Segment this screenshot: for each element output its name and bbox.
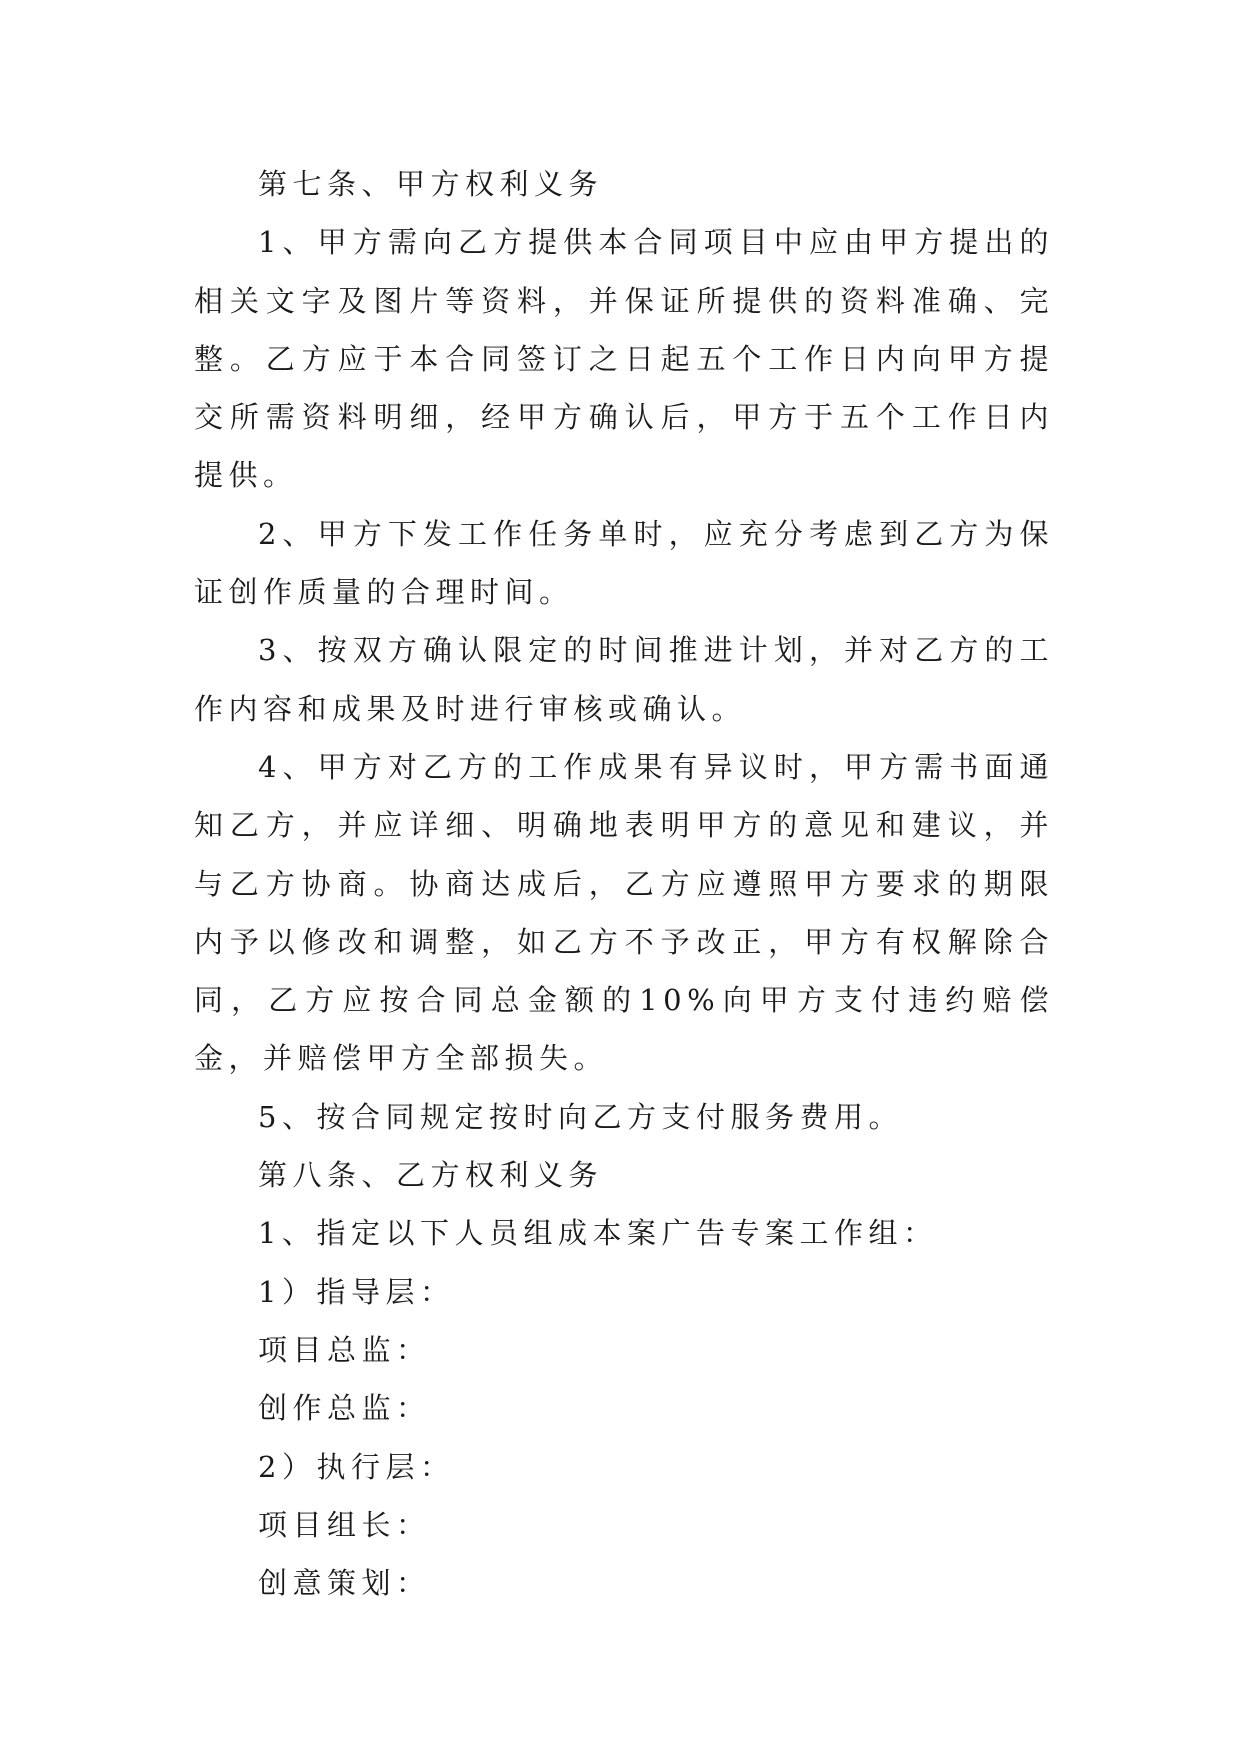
article-7-clause-1: 1、甲方需向乙方提供本合同项目中应由甲方提出的相关文字及图片等资料，并保证所提供的资料准确、完整。乙方应于本合同签订之日起五个工作日内向甲方提交所需资料明细，经甲方确认后，甲方于五个工作日内提供。: [194, 225, 1054, 493]
article-8-heading: 第八条、乙方权利义务: [258, 1158, 604, 1193]
execution-layer-heading: 2）执行层：: [258, 1449, 455, 1484]
article-7-clause-4: 4、甲方对乙方的工作成果有异议时，甲方需书面通知乙方，并应详细、明确地表明甲方的意见和建议，并与乙方协商。协商达成后，乙方应遵照甲方要求的期限内予以修改和调整，如乙方不予改正，甲方有权解除合同，乙方应按合同总金额的10%向甲方支付违约赔偿金，并赔偿甲方全部损失。: [194, 749, 1054, 1076]
creative-planning-line: 创意策划：: [258, 1566, 431, 1601]
article-7-clause-2: 2、甲方下发工作任务单时，应充分考虑到乙方为保证创作质量的合理时间。: [194, 516, 1054, 610]
project-director-line: 项目总监：: [258, 1332, 431, 1367]
creative-director-line: 创作总监：: [258, 1391, 431, 1426]
project-lead-line: 项目组长：: [258, 1507, 431, 1542]
document-body: [194, 155, 1054, 1612]
guidance-layer-heading: 1）指导层：: [258, 1274, 455, 1309]
article-8-clause-1: 1、指定以下人员组成本案广告专案工作组：: [258, 1216, 938, 1251]
article-7-clause-5: 5、按合同规定按时向乙方支付服务费用。: [258, 1099, 903, 1134]
article-7-heading: 第七条、甲方权利义务: [258, 167, 604, 201]
article-7-clause-3: 3、按双方确认限定的时间推进计划，并对乙方的工作内容和成果及时进行审核或确认。: [194, 633, 1054, 726]
